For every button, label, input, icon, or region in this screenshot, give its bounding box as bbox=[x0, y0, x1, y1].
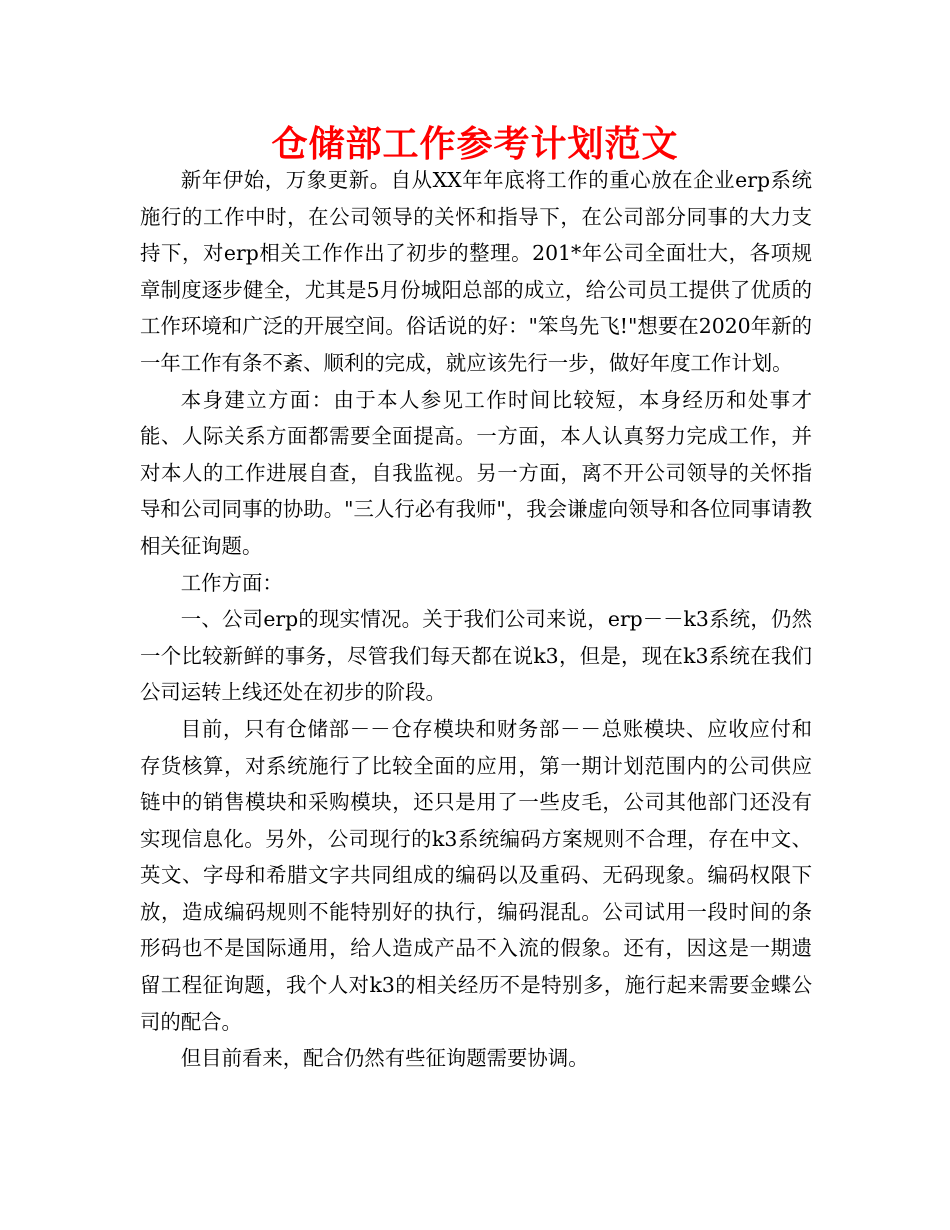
document-body bbox=[140, 162, 812, 1077]
paragraph-erp-status: 一、公司erp的现实情况。关于我们公司来说，erp－－k3系统，仍然一个比较新鲜的事务，尽管我们每天都在说k3，但是，现在k3系统在我们公司运转上线还处在初步的阶段。 bbox=[140, 607, 812, 705]
paragraph-work-heading: 工作方面： bbox=[180, 570, 283, 595]
paragraph-coordination: 但目前看来，配合仍然有些征询题需要协调。 bbox=[180, 1046, 589, 1071]
paragraph-self-development: 本身建立方面：由于本人参见工作时间比较短，本身经历和处事才能、人际关系方面都需要全面提高。一方面，本人认真努力完成工作，并对本人的工作进展自查，自我监视。另一方面，离不开公司领导的关怀指导和公司同事的协助。"三人行必有我师"，我会谦虚向领导和各位同事请教相关征询题。 bbox=[140, 387, 812, 558]
document-title: 仓储部工作参考计划范文 bbox=[271, 123, 679, 165]
paragraph-intro: 新年伊始，万象更新。自从XX年年底将工作的重心放在企业erp系统施行的工作中时，在公司领导的关怀和指导下，在公司部分同事的大力支持下，对erp相关工作作出了初步的整理。201*年公司全面壮大，各项规章制度逐步健全，尤其是5月份城阳总部的成立，给公司员工提供了优质的工作环境和广泛的开展空间。俗话说的好："笨鸟先飞!"想要在2020年新的一年工作有条不紊、顺利的完成，就应该先行一步，做好年度工作计划。 bbox=[140, 168, 812, 375]
paragraph-current-situation: 目前，只有仓储部－－仓存模块和财务部－－总账模块、应收应付和存货核算，对系统施行了比较全面的应用，第一期计划范围内的公司供应链中的销售模块和采购模块，还只是用了一些皮毛，公司其他部门还没有实现信息化。另外，公司现行的k3系统编码方案规则不合理，存在中文、英文、字母和希腊文字共同组成的编码以及重码、无码现象。编码权限下放，造成编码规则不能特别好的执行，编码混乱。公司试用一段时间的条形码也不是国际通用，给人造成产品不入流的假象。还有，因这是一期遗留工程征询题，我个人对k3的相关经历不是特别多，施行起来需要金蝶公司的配合。 bbox=[140, 716, 812, 1034]
